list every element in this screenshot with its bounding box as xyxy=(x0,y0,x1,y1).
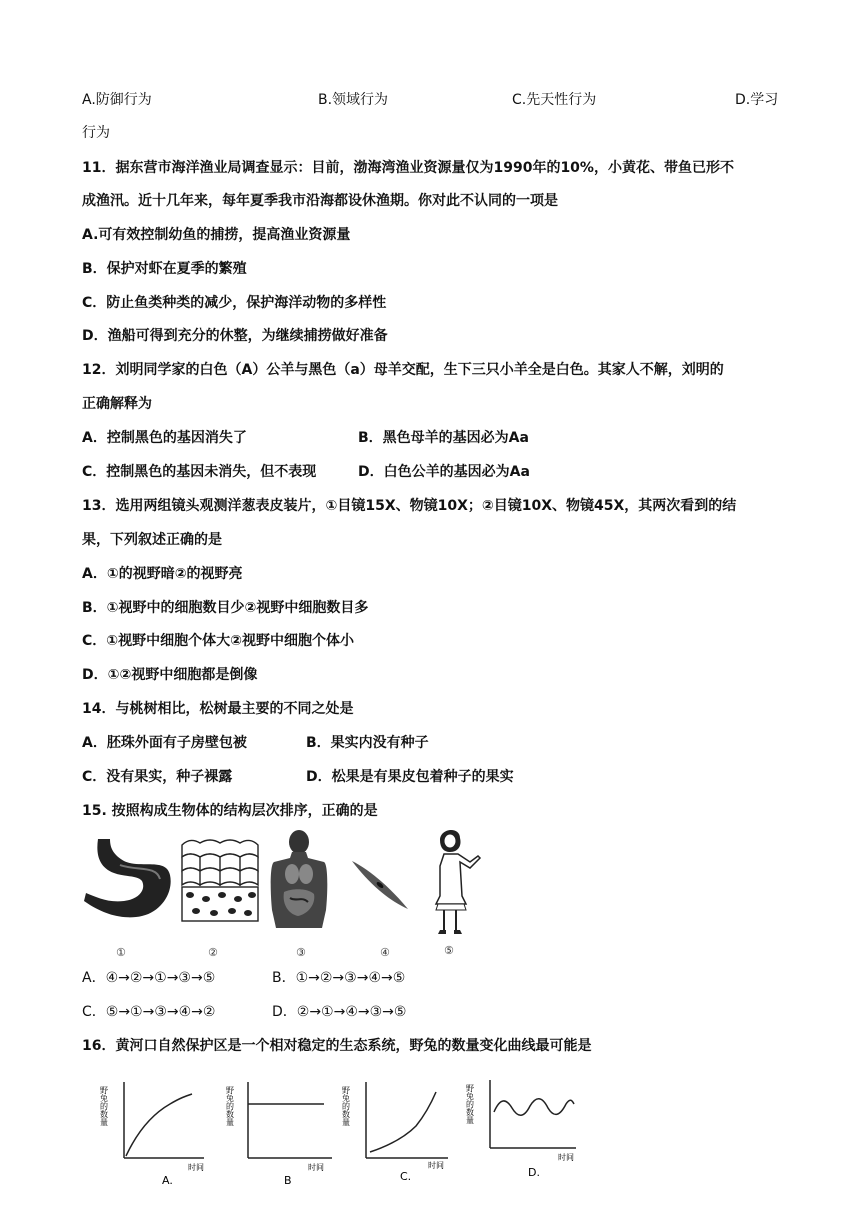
q15-option-a: A．④→②→①→③→⑤ xyxy=(82,970,216,986)
q11-option-d: D．渔船可得到充分的休整，为继续捕捞做好准备 xyxy=(82,328,388,344)
graph-c-ylabel: 野兔的数量 xyxy=(341,1086,351,1126)
graph-a xyxy=(100,1076,210,1186)
q10-option-a: A.防御行为 xyxy=(82,92,152,108)
graph-b-option: B xyxy=(284,1174,292,1187)
q12-option-a: A．控制黑色的基因消失了 xyxy=(82,430,247,446)
graph-c-xlabel: 时间 xyxy=(428,1161,444,1170)
figure-label-4: ④ xyxy=(380,946,390,959)
graph-b-ylabel: 野兔的数量 xyxy=(225,1086,235,1126)
q15-option-c: C．⑤→①→③→④→② xyxy=(82,1004,216,1020)
q12-option-b: B．黑色母羊的基因必为Aa xyxy=(358,430,529,446)
q13-option-c: C．①视野中细胞个体大②视野中细胞个体小 xyxy=(82,633,354,649)
figure-label-3: ③ xyxy=(296,946,306,959)
graph-d xyxy=(466,1076,582,1186)
q14-option-c: C．没有果实，种子裸露 xyxy=(82,769,233,785)
tissue-image xyxy=(180,835,260,925)
stomach-image xyxy=(80,835,175,925)
q13-option-a: A．①的视野暗②的视野亮 xyxy=(82,566,243,582)
girl-image xyxy=(430,826,482,938)
q15-option-b: B．①→②→③→④→⑤ xyxy=(272,970,406,986)
q12-stem-line2: 正确解释为 xyxy=(82,396,152,412)
graph-b-xlabel: 时间 xyxy=(308,1163,324,1172)
q14-option-a: A．胚珠外面有子房壁包被 xyxy=(82,735,247,751)
muscle-cell-image xyxy=(348,855,413,915)
q14-stem: 14．与桃树相比，松树最主要的不同之处是 xyxy=(82,701,354,717)
figure-label-2: ② xyxy=(208,946,218,959)
q16-stem: 16．黄河口自然保护区是一个相对稳定的生态系统，野兔的数量变化曲线最可能是 xyxy=(82,1038,592,1054)
q13-option-b: B．①视野中的细胞数目少②视野中细胞数目多 xyxy=(82,600,369,616)
q11-option-b: B．保护对虾在夏季的繁殖 xyxy=(82,261,247,277)
graph-d-option: D. xyxy=(528,1166,540,1179)
graph-d-ylabel: 野兔的数量 xyxy=(465,1084,475,1124)
graph-c xyxy=(341,1076,454,1186)
graph-a-ylabel: 野兔的数量 xyxy=(99,1086,109,1126)
q11-stem-line1: 11．据东营市海洋渔业局调查显示：目前，渤海湾渔业资源量仅为1990年的10%，小黄花、带鱼已形不 xyxy=(82,160,734,176)
q11-option-a: A.可有效控制幼鱼的捕捞，提高渔业资源量 xyxy=(82,227,351,243)
q12-option-d: D．白色公羊的基因必为Aa xyxy=(358,464,530,480)
graph-b xyxy=(225,1076,338,1187)
q14-option-d: D．松果是有果皮包着种子的果实 xyxy=(306,769,514,785)
q15-option-d: D．②→①→④→③→⑤ xyxy=(272,1004,407,1020)
figure-label-5: ⑤ xyxy=(444,944,454,957)
figure-label-1: ① xyxy=(116,946,126,959)
graph-a-xlabel: 时间 xyxy=(188,1163,204,1172)
q13-stem-line2: 果，下列叙述正确的是 xyxy=(82,532,222,548)
q11-option-c: C．防止鱼类种类的减少，保护海洋动物的多样性 xyxy=(82,295,387,311)
q14-option-b: B．果实内没有种子 xyxy=(306,735,429,751)
q10-option-b: B.领域行为 xyxy=(318,92,389,108)
q13-option-d: D．①②视野中细胞都是倒像 xyxy=(82,667,258,683)
q12-option-c: C．控制黑色的基因未消失，但不表现 xyxy=(82,464,317,480)
q12-stem-line1: 12．刘明同学家的白色（A）公羊与黑色（a）母羊交配，生下三只小羊全是白色。其家人不解，刘明的 xyxy=(82,362,724,378)
q13-stem-line1: 13．选用两组镜头观测洋葱表皮装片，①目镜15X、物镜10X；②目镜10X、物镜45X，其两次看到的结 xyxy=(82,498,737,514)
torso-organs-image xyxy=(268,830,330,930)
graph-a-option: A. xyxy=(162,1174,173,1187)
q11-stem-line2: 成渔汛。近十几年来，每年夏季我市沿海都设休渔期。你对此不认同的一项是 xyxy=(82,193,558,209)
q15-stem: 15. 按照构成生物体的结构层次排序，正确的是 xyxy=(82,803,378,819)
graph-d-xlabel: 时间 xyxy=(558,1153,574,1162)
q10-option-d: D.学习 xyxy=(735,92,779,108)
graph-c-option: C. xyxy=(400,1170,412,1183)
q10-option-d-continued: 行为 xyxy=(82,125,110,141)
q10-option-c: C.先天性行为 xyxy=(512,92,597,108)
